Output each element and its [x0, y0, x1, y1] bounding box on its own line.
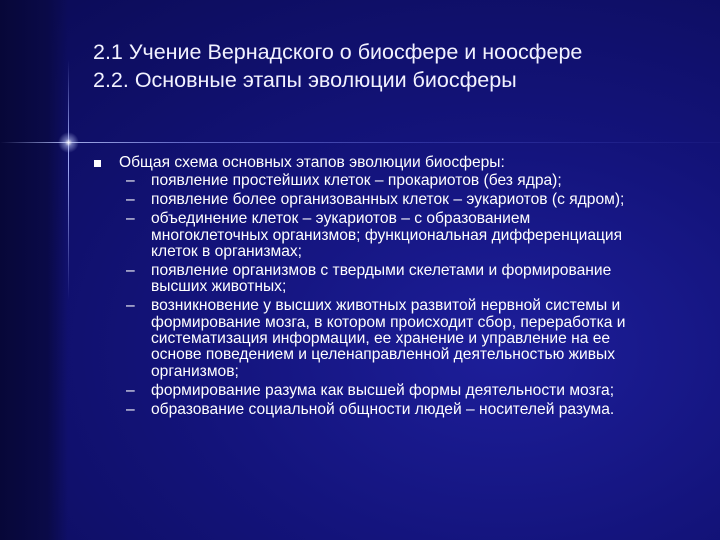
list-item	[88, 263, 688, 296]
dash-bullet-icon: –	[126, 191, 135, 209]
list-item-text: образование социальной общности людей – носителей разума.	[151, 400, 615, 418]
list-item	[88, 211, 688, 260]
dash-bullet-icon: –	[126, 261, 135, 279]
slide-body	[88, 155, 688, 421]
list-item-text: появление простейших клеток – прокариотов (без ядра);	[151, 172, 562, 190]
list-item	[88, 383, 688, 399]
list-item-text: формирование разума как высшей формы деятельности мозга;	[151, 381, 615, 399]
main-bullet-text: Общая схема основных этапов эволюции биосферы:	[119, 154, 505, 171]
list-item-text: объединение клеток – эукариотов – с образованием многоклеточных организмов; функциональная дифференциация клеток в организмах;	[151, 210, 623, 261]
dash-bullet-icon: –	[126, 381, 135, 399]
vertical-decorative-line	[68, 60, 69, 300]
list-item	[88, 298, 688, 380]
list-item	[88, 192, 688, 208]
dash-bullet-icon: –	[126, 400, 135, 418]
title-line-1: 2.1 Учение Вернадского о биосфере и ноосфере	[93, 40, 583, 64]
dash-bullet-icon: –	[126, 210, 135, 228]
list-item-text: появление более организованных клеток – эукариотов (с ядром);	[151, 191, 625, 209]
dash-bullet-icon: –	[126, 172, 135, 190]
main-bullet	[88, 155, 688, 171]
horizontal-decorative-line	[0, 142, 720, 143]
dash-bullet-icon: –	[126, 297, 135, 315]
list-item-text: появление организмов с твердыми скелетами и формирование высших животных;	[151, 261, 612, 296]
list-item-text: возникновение у высших животных развитой нервной системы и формирование мозга, в котором происходит сбор, переработка и систематизация информации, ее хранение и управление на ее основе поведением и целенаправленной деятельностью живых организмов;	[151, 297, 626, 380]
left-decorative-band	[0, 0, 68, 540]
title-line-2: 2.2. Основные этапы эволюции биосферы	[93, 68, 517, 92]
list-item	[88, 402, 688, 418]
square-bullet-icon	[94, 160, 101, 167]
sparkle-icon	[58, 132, 79, 153]
slide-title	[93, 38, 693, 94]
sub-bullet-list	[88, 173, 688, 418]
list-item	[88, 173, 688, 189]
